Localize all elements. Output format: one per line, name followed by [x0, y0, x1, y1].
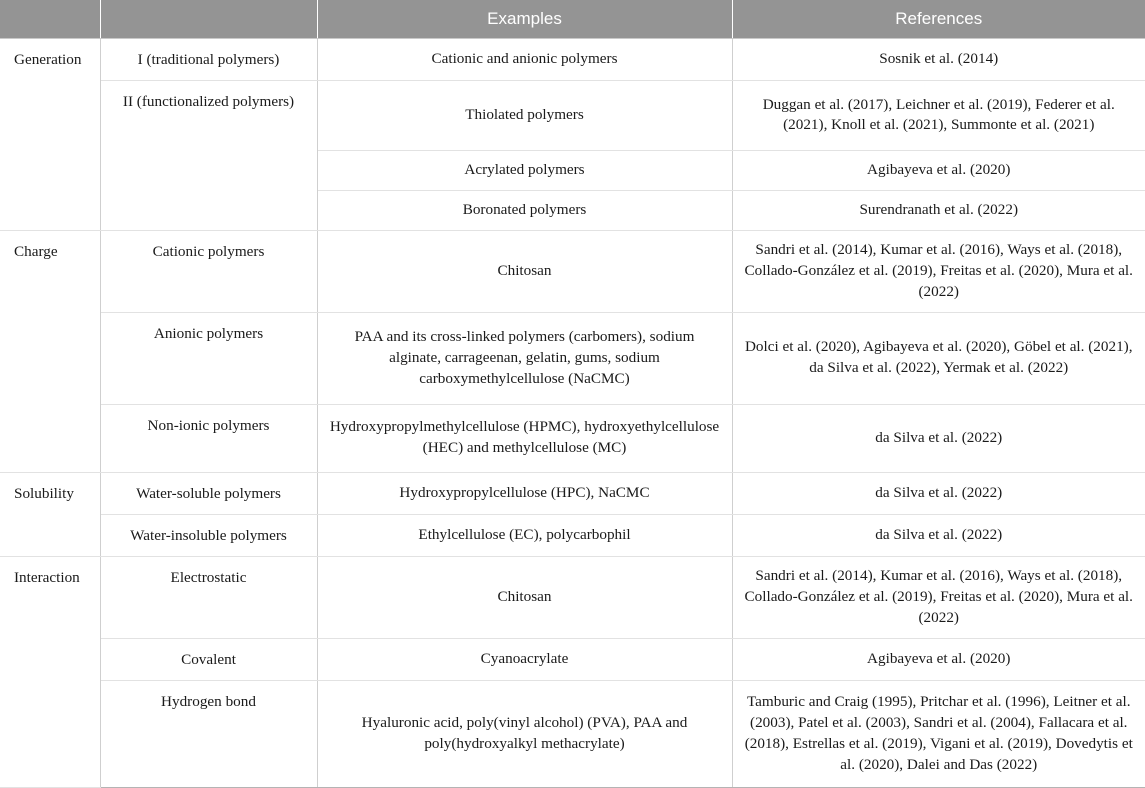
references-cell: Sosnik et al. (2014): [732, 39, 1145, 81]
table-row: [0, 39, 1145, 81]
references-cell: da Silva et al. (2022): [732, 472, 1145, 514]
table-row: [0, 472, 1145, 514]
header-category: [0, 0, 100, 39]
subtype-cell: Water-insoluble polymers: [100, 514, 317, 556]
references-cell: Sandri et al. (2014), Kumar et al. (2016), Ways et al. (2018), Collado-González et al. (2019), Freitas et al. (2020), Mura et al. (2022): [732, 230, 1145, 312]
examples-cell: Hyaluronic acid, poly(vinyl alcohol) (PVA), PAA and poly(hydroxyalkyl methacrylate): [317, 680, 732, 787]
table-row: [0, 230, 1145, 312]
references-cell: da Silva et al. (2022): [732, 404, 1145, 472]
subtype-cell: Non-ionic polymers: [100, 404, 317, 472]
header-references: References: [732, 0, 1145, 39]
category-cell: Interaction: [0, 556, 100, 787]
examples-cell: PAA and its cross-linked polymers (carbomers), sodium alginate, carrageenan, gelatin, gums, sodium carboxymethylcellulose (NaCMC): [317, 312, 732, 404]
references-cell: Surendranath et al. (2022): [732, 190, 1145, 230]
category-cell: Charge: [0, 230, 100, 472]
references-cell: Sandri et al. (2014), Kumar et al. (2016), Ways et al. (2018), Collado-González et al. (2019), Freitas et al. (2020), Mura et al. (2022): [732, 556, 1145, 638]
examples-cell: Ethylcellulose (EC), polycarbophil: [317, 514, 732, 556]
subtype-cell: Hydrogen bond: [100, 680, 317, 787]
table-row: [0, 514, 1145, 556]
references-cell: Duggan et al. (2017), Leichner et al. (2019), Federer et al. (2021), Knoll et al. (2021), Summonte et al. (2021): [732, 80, 1145, 150]
category-cell: Generation: [0, 39, 100, 231]
subtype-cell: Anionic polymers: [100, 312, 317, 404]
table-row: [0, 680, 1145, 787]
subtype-cell: II (functionalized polymers): [100, 80, 317, 230]
subtype-cell: I (traditional polymers): [100, 39, 317, 81]
subtype-cell: Water-soluble polymers: [100, 472, 317, 514]
examples-cell: Thiolated polymers: [317, 80, 732, 150]
table-row: [0, 312, 1145, 404]
subtype-cell: Electrostatic: [100, 556, 317, 638]
references-cell: da Silva et al. (2022): [732, 514, 1145, 556]
table-row: [0, 404, 1145, 472]
table-row: [0, 80, 1145, 150]
subtype-cell: Covalent: [100, 638, 317, 680]
category-cell: Solubility: [0, 472, 100, 556]
references-cell: Dolci et al. (2020), Agibayeva et al. (2020), Göbel et al. (2021), da Silva et al. (2022), Yermak et al. (2022): [732, 312, 1145, 404]
subtype-cell: Cationic polymers: [100, 230, 317, 312]
examples-cell: Cationic and anionic polymers: [317, 39, 732, 81]
examples-cell: Cyanoacrylate: [317, 638, 732, 680]
examples-cell: Boronated polymers: [317, 190, 732, 230]
header-subtype: [100, 0, 317, 39]
header-examples: Examples: [317, 0, 732, 39]
examples-cell: Acrylated polymers: [317, 150, 732, 190]
examples-cell: Chitosan: [317, 556, 732, 638]
table-row: [0, 638, 1145, 680]
header-row: [0, 0, 1145, 39]
examples-cell: Hydroxypropylmethylcellulose (HPMC), hydroxyethylcellulose (HEC) and methylcellulose (MC): [317, 404, 732, 472]
table-body: [0, 39, 1145, 788]
examples-cell: Hydroxypropylcellulose (HPC), NaCMC: [317, 472, 732, 514]
references-cell: Agibayeva et al. (2020): [732, 150, 1145, 190]
table-header: [0, 0, 1145, 39]
table-row: [0, 556, 1145, 638]
examples-cell: Chitosan: [317, 230, 732, 312]
references-cell: Tamburic and Craig (1995), Pritchar et al. (1996), Leitner et al. (2003), Patel et al. (2003), Sandri et al. (2004), Fallacara et al. (2018), Estrellas et al. (2019), Vigani et al. (2019), Dovedytis et al. (2020), Dalei and Das (2022): [732, 680, 1145, 787]
references-cell: Agibayeva et al. (2020): [732, 638, 1145, 680]
